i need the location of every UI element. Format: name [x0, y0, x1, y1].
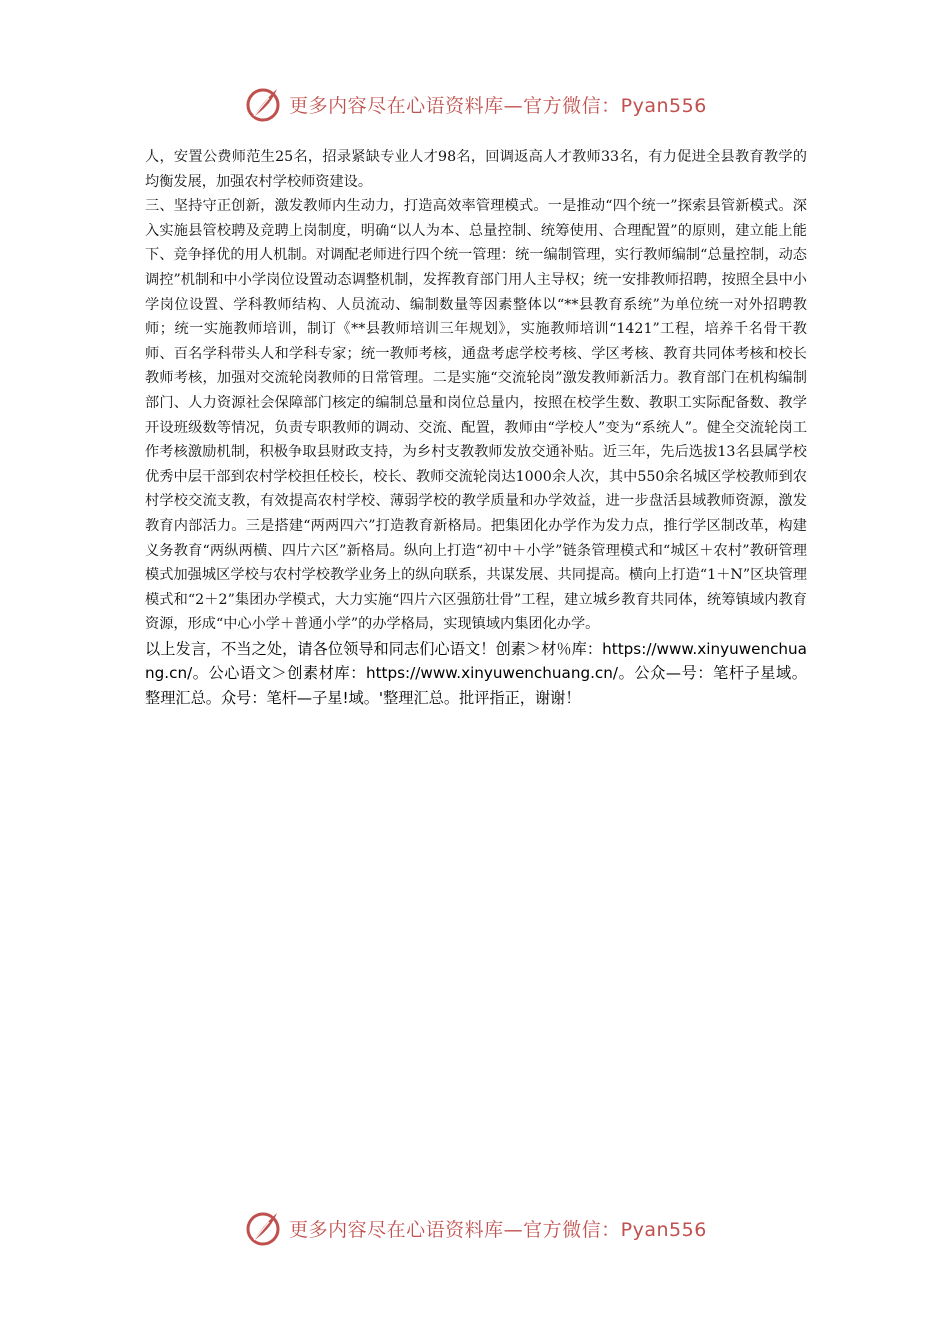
paragraph-2: 三、坚持守正创新，激发教师内生动力，打造高效率管理模式。一是推动“四个统一”探索县管新模式。深入实施县管校聘及竞聘上岗制度，明确“以人为本、总量控制、统筹使用、合理配置”的原则，建立能上能下、竞争择优的用人机制。对调配老师进行四个统一管理：统一编制管理，实行教师编制“总量控制，动态调控”机制和中小学岗位设置动态调整机制，发挥教育部门用人主导权；统一安排教师招聘，按照全县中小学岗位设置、学科教师结构、人员流动、编制数量等因素整体以“**县教育系统”为单位统一对外招聘教师；统一实施教师培训，制订《**县教师培训三年规划》，实施教师培训“1421”工程，培养千名骨干教师、百名学科带头人和学科专家；统一教师考核，通盘考虑学校考核、学区考核、教育共同体考核和校长教师考核，加强对交流轮岗教师的日常管理。二是实施“交流轮岗”激发教师新活力。教育部门在机构编制部门、人力资源社会保障部门核定的编制总量和岗位总量内，按照在校学生数、教职工实际配备数、教学开设班级数等情况，负责专职教师的调动、交流、配置，教师由“学校人”变为“系统人”。健全交流轮岗工作考核激励机制，积极争取县财政支持，为乡村支教教师发放交通补贴。近三年，先后选拔13名县属学校优秀中层干部到农村学校担任校长，校长、教师交流轮岗达1000余人次，其中550余名城区学校教师到农村学校交流支教，有效提高农村学校、薄弱学校的教学质量和办学效益，进一步盘活县域教师资源，激发教育内部活力。三是搭建“两两四六”打造教育新格局。把集团化办学作为发力点，推行学区制改革，构建义务教育“两纵两横、四片六区”新格局。纵向上打造“初中＋小学”链条管理模式和“城区＋农村”教研管理模式加强城区学校与农村学校教学业务上的纵向联系，共谋发展、共同提高。横向上打造“1＋N”区块管理模式和“2＋2”集团办学模式，大力实施“四片六区强筋壮骨”工程，建立城乡教育共同体，统筹镇域内教育资源，形成“中心小学＋普通小学”的办学格局，实现镇域内集团化办学。 — [145, 198, 808, 633]
banner — [243, 84, 707, 124]
document-body — [145, 145, 807, 711]
banner-text: 更多内容尽在心语资料库—官方微信：Pyan556 — [289, 94, 707, 117]
closing-remarks: 以上发言，不当之处，请各位领导和同志们心语文！创素＞材％库：https://www.xinyuwenchuang.cn/。公心语文＞创素材库：https://www.xinyuwenchuang.cn/。公众—号：笔杆子星域。整理汇总。众号：笔杆—子星!域。'整理汇总。批评指正，谢谢！ — [145, 639, 807, 708]
header-watermark-banner — [0, 79, 950, 129]
quill-pen-logo-icon — [243, 1208, 283, 1248]
footer-watermark-banner — [0, 1203, 950, 1253]
paragraph-1: 人，安置公费师范生25名，招录紧缺专业人才98名，回调返高人才教师33名，有力促进全县教育教学的均衡发展，加强农村学校师资建设。 — [145, 149, 807, 190]
banner — [243, 1208, 707, 1248]
banner-text: 更多内容尽在心语资料库—官方微信：Pyan556 — [289, 1218, 707, 1241]
quill-pen-logo-icon — [243, 84, 283, 124]
